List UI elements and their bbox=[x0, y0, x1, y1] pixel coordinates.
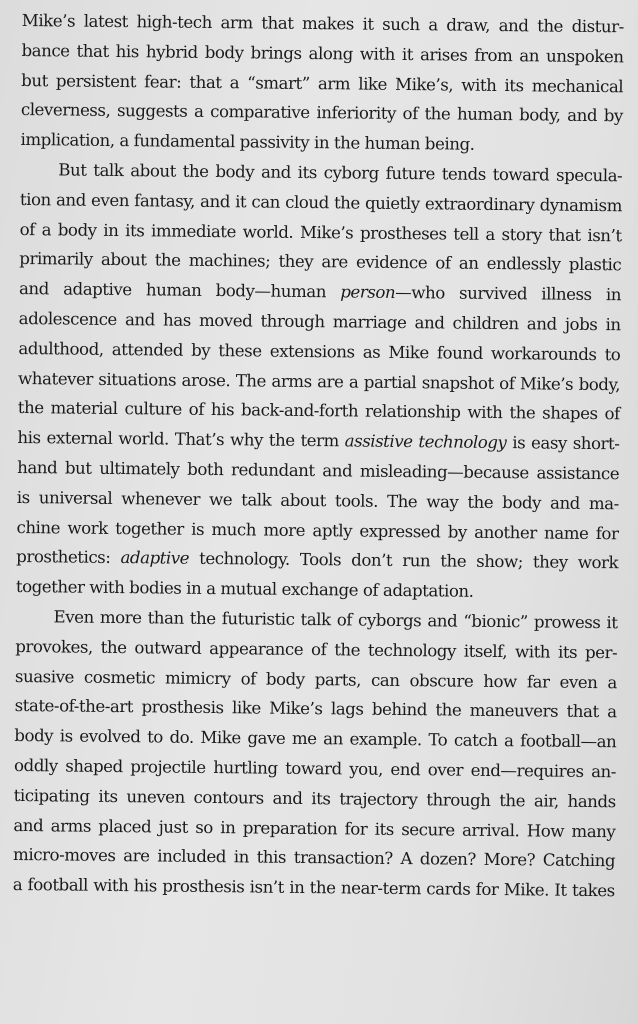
text-line: hand but ultimately both redundant and misleading—because assistance bbox=[17, 457, 620, 484]
text-line: of a body in its immediate world. Mike’s prostheses tell a story that isn’t bbox=[19, 219, 622, 245]
text-line: cleverness, suggests a comparative inferiority of the human body, and by bbox=[20, 100, 623, 126]
text-line: chine work together is much more aptly expressed by another name for bbox=[16, 517, 619, 543]
text-line: prosthetics: adaptive technology. Tools don’t run the show; they work bbox=[16, 547, 619, 573]
text-line: suasive cosmetic mimicry of body parts, can obscure how far even a bbox=[14, 666, 618, 692]
page-text bbox=[13, 6, 624, 906]
text-line: state-of-the-art prosthesis like Mike’s lags behind the maneuvers that a bbox=[14, 696, 617, 722]
text-line: bance that his hybrid body brings along with it arises from an unspoken bbox=[21, 40, 624, 67]
italic-term: person bbox=[340, 282, 396, 303]
text-line: provokes, the outward appearance of the technology itself, with its per- bbox=[15, 636, 618, 663]
text-line: whatever situations arose. The arms are a partial snapshot of Mike’s body, bbox=[18, 368, 621, 394]
italic-term: assistive technology bbox=[344, 431, 507, 453]
text-line: together with bodies in a mutual exchange of adaptation. bbox=[15, 577, 474, 601]
text-line: oddly shaped projectile hurtling toward you, end over end—requires an- bbox=[13, 755, 617, 782]
text-line: tion and even fantasy, and it can cloud the quietly extraordinary dynamism bbox=[19, 189, 623, 216]
text-line: and arms placed just so in preparation for its secure arrival. How many bbox=[13, 815, 616, 841]
text-line: the material culture of his back-and-forth relationship with the shapes of bbox=[17, 398, 620, 424]
text-line: primarily about the machines; they are evidence of an endlessly plastic bbox=[19, 249, 622, 275]
text-line: but persistent fear: that a “smart” arm like Mike’s, with its mechanical bbox=[21, 70, 624, 96]
italic-term: adaptive bbox=[120, 548, 190, 569]
text-line: his external world. That’s why the term assistive technology is easy short- bbox=[17, 428, 620, 454]
text-line: is universal whenever we talk about tools. The way the body and ma- bbox=[16, 487, 619, 514]
text-line: a football with his prosthesis isn’t in the near-term cards for Mike. It takes bbox=[12, 875, 615, 901]
text-line: Even more than the futuristic talk of cyborgs and “bionic” prowess it bbox=[53, 607, 618, 633]
text-line: and adaptive human body—human person—who survived illness in bbox=[18, 279, 622, 305]
text-line: adolescence and has moved through marriage and children and jobs in bbox=[18, 308, 621, 335]
text-line: micro-moves are included in this transaction? A dozen? More? Catching bbox=[13, 845, 616, 871]
text-line: implication, a fundamental passivity in the human being. bbox=[20, 130, 475, 154]
text-line: ticipating its uneven contours and its trajectory through the air, hands bbox=[13, 785, 616, 811]
text-line: Mike’s latest high-tech arm that makes it such a draw, and the distur- bbox=[21, 10, 624, 37]
text-line: body is evolved to do. Mike gave me an example. To catch a football—an bbox=[14, 726, 617, 752]
text-line: adulthood, attended by these extensions as Mike found workarounds to bbox=[18, 338, 621, 365]
text-line: But talk about the body and its cyborg future tends toward specula- bbox=[58, 160, 623, 186]
